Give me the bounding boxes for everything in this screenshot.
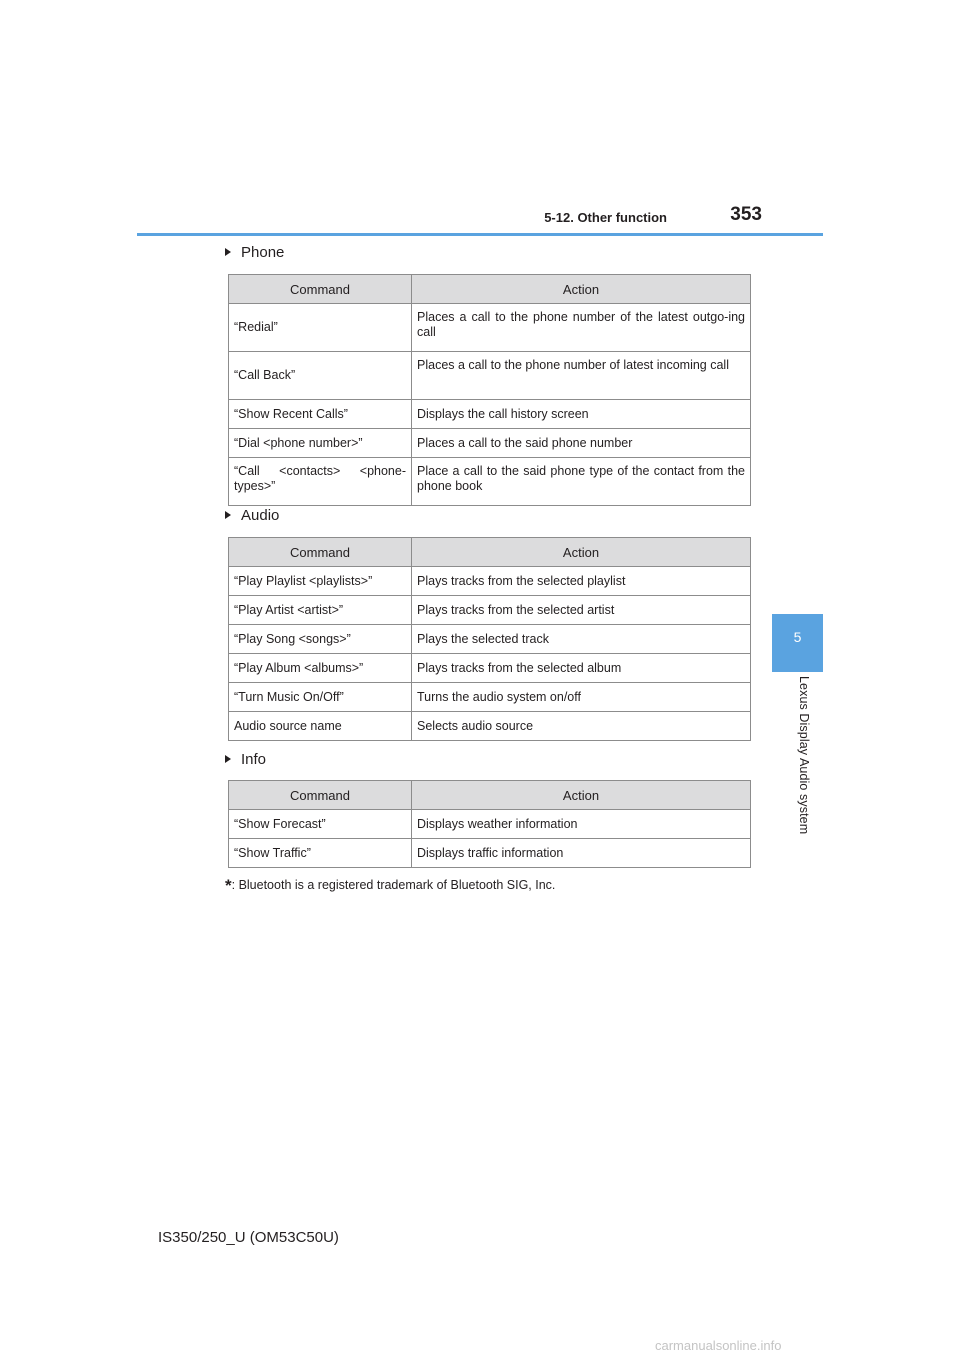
command-cell: “Play Playlist <playlists>” <box>229 567 412 596</box>
command-cell: “Redial” <box>229 304 412 352</box>
table-row <box>229 400 751 429</box>
command-cell: “Call Back” <box>229 352 412 400</box>
table-row <box>229 683 751 712</box>
triangle-bullet-icon <box>225 248 231 256</box>
action-cell: Plays tracks from the selected playlist <box>412 567 751 596</box>
table-row <box>229 654 751 683</box>
footnote-marker: * <box>225 876 232 895</box>
table-row <box>229 810 751 839</box>
table-header-row <box>229 781 751 810</box>
command-cell: “Show Recent Calls” <box>229 400 412 429</box>
action-cell: Plays the selected track <box>412 625 751 654</box>
command-cell: “Turn Music On/Off” <box>229 683 412 712</box>
info-heading-label: Info <box>241 751 267 768</box>
column-header-action: Action <box>412 538 751 567</box>
column-header-action: Action <box>412 781 751 810</box>
model-code: IS350/250_U (OM53C50U) <box>158 1229 339 1246</box>
info-heading <box>225 751 266 768</box>
table-row <box>229 458 751 506</box>
info-command-table <box>228 780 751 868</box>
table-row <box>229 304 751 352</box>
action-cell: Plays tracks from the selected artist <box>412 596 751 625</box>
command-cell: “Play Artist <artist>” <box>229 596 412 625</box>
column-header-action: Action <box>412 275 751 304</box>
command-cell: Audio source name <box>229 712 412 741</box>
table-header-row <box>229 275 751 304</box>
action-cell: Plays tracks from the selected album <box>412 654 751 683</box>
table-row <box>229 839 751 868</box>
footnote <box>225 876 555 896</box>
table-row <box>229 596 751 625</box>
column-header-command: Command <box>229 538 412 567</box>
command-cell: “Call <contacts> <phone-types>” <box>229 458 412 506</box>
action-cell: Places a call to the phone number of the latest outgo-ing call <box>412 304 751 352</box>
action-cell: Places a call to the said phone number <box>412 429 751 458</box>
table-header-row <box>229 538 751 567</box>
footnote-text: : Bluetooth is a registered trademark of Bluetooth SIG, Inc. <box>231 878 556 892</box>
action-cell: Place a call to the said phone type of the contact from the phone book <box>412 458 751 506</box>
action-cell: Displays weather information <box>412 810 751 839</box>
phone-heading-label: Phone <box>241 244 285 261</box>
audio-heading-label: Audio <box>241 507 280 524</box>
audio-command-table <box>228 537 751 741</box>
column-header-command: Command <box>229 781 412 810</box>
chapter-number: 5 <box>793 629 802 645</box>
table-row <box>229 625 751 654</box>
action-cell: Turns the audio system on/off <box>412 683 751 712</box>
table-row <box>229 712 751 741</box>
phone-command-table <box>228 274 751 506</box>
table-row <box>229 567 751 596</box>
triangle-bullet-icon <box>225 511 231 519</box>
command-cell: “Dial <phone number>” <box>229 429 412 458</box>
action-cell: Displays traffic information <box>412 839 751 868</box>
action-cell: Selects audio source <box>412 712 751 741</box>
command-cell: “Show Forecast” <box>229 810 412 839</box>
action-cell: Places a call to the phone number of latest incoming call <box>412 352 751 400</box>
table-row <box>229 429 751 458</box>
command-cell: “Show Traffic” <box>229 839 412 868</box>
column-header-command: Command <box>229 275 412 304</box>
audio-heading <box>225 507 279 524</box>
section-title: 5-12. Other function <box>544 210 667 225</box>
chapter-title: Lexus Display Audio system <box>797 676 811 835</box>
header-rule <box>137 233 823 236</box>
table-row <box>229 352 751 400</box>
page-number: 353 <box>730 204 762 225</box>
command-cell: “Play Song <songs>” <box>229 625 412 654</box>
watermark: carmanualsonline.info <box>655 1338 782 1353</box>
chapter-tab[interactable] <box>772 614 823 672</box>
command-cell: “Play Album <albums>” <box>229 654 412 683</box>
triangle-bullet-icon <box>225 755 231 763</box>
action-cell: Displays the call history screen <box>412 400 751 429</box>
phone-heading <box>225 244 284 261</box>
